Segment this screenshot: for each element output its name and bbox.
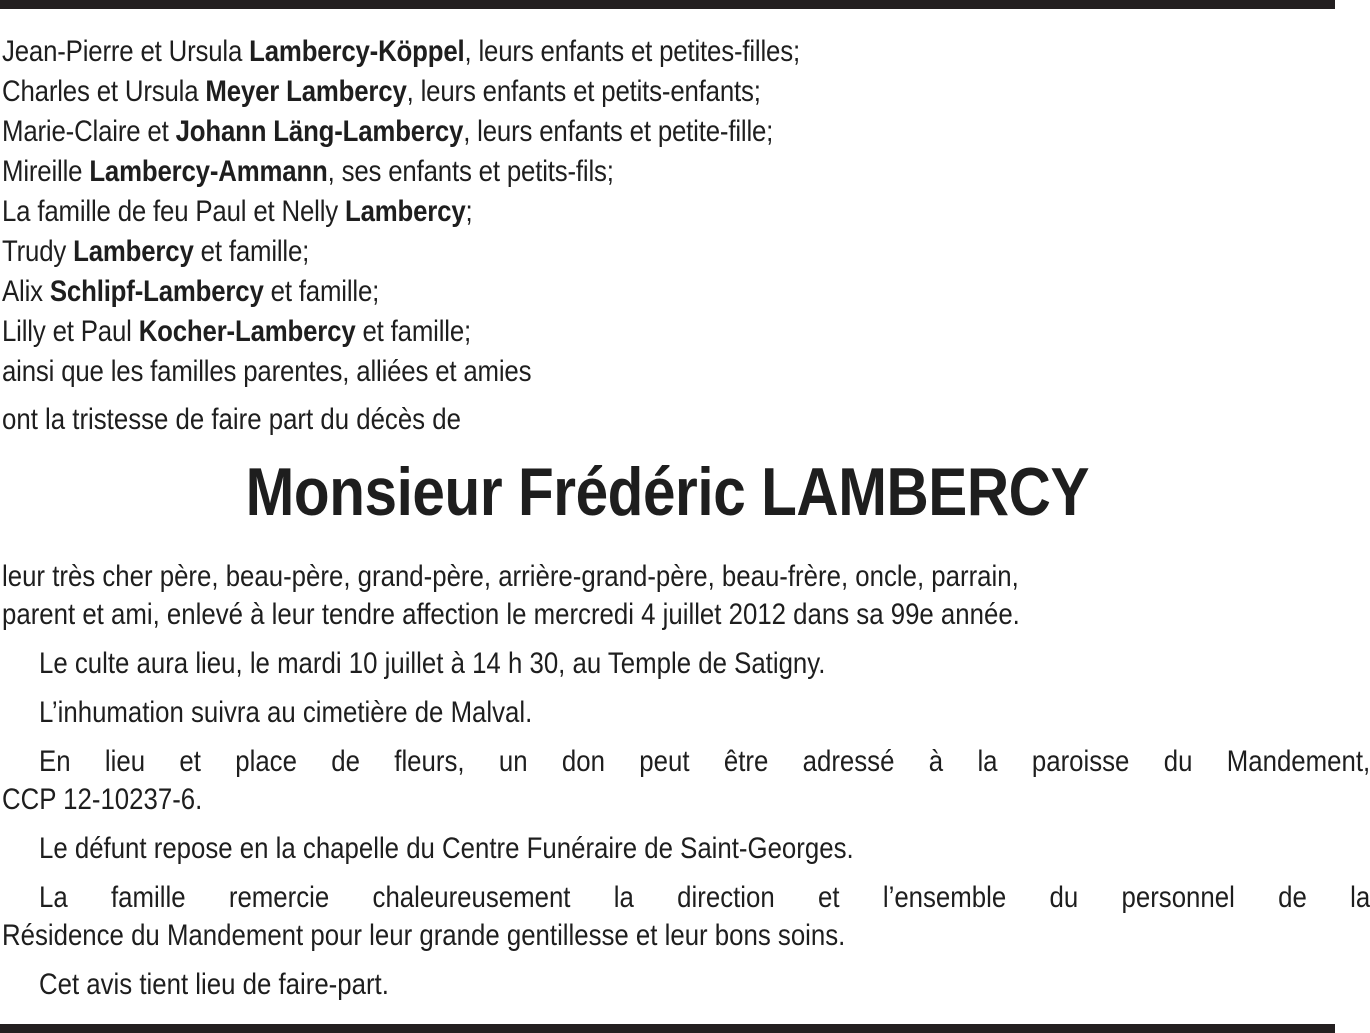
family-name: Lambercy	[344, 195, 466, 228]
family-name: Schlipf-Lambercy	[49, 275, 264, 308]
word: peut	[639, 745, 690, 778]
paragraph-thanks	[2, 879, 1370, 917]
word: fleurs,	[394, 745, 465, 778]
word: à	[928, 745, 944, 778]
family-line: Charles et Ursula Meyer Lambercy, leurs enfants et petits-enfants;	[2, 75, 761, 108]
word: Mandement,	[1226, 745, 1370, 778]
word: de	[1278, 881, 1307, 914]
word: En	[38, 745, 71, 778]
justified-line	[39, 879, 1370, 917]
paragraph-ceremony: Le culte aura lieu, le mardi 10 juillet à 14 h 30, au Temple de Satigny.	[38, 647, 826, 680]
deceased-name-heading: Monsieur Frédéric LAMBERCY	[245, 454, 1090, 530]
word: La	[38, 881, 68, 914]
family-line: Trudy Lambercy et famille;	[2, 235, 310, 268]
word: du	[1163, 745, 1193, 778]
family-name: Lambercy-Ammann	[89, 155, 328, 188]
obituary-body	[2, 558, 1370, 1004]
word: place	[235, 745, 297, 778]
paragraph-burial: L’inhumation suivra au cimetière de Malval.	[38, 696, 533, 729]
paragraph-rest: Le défunt repose en la chapelle du Centre Funéraire de Saint-Georges.	[38, 832, 854, 865]
paragraph-line: CCP 12-10237-6.	[2, 783, 203, 816]
word: être	[723, 745, 769, 778]
family-name: Johann Läng-Lambercy	[175, 115, 464, 148]
family-name: Kocher-Lambercy	[138, 315, 356, 348]
word: la	[977, 745, 998, 778]
family-line: Mireille Lambercy-Ammann, ses enfants et petits-fils;	[2, 155, 614, 188]
family-line: Jean-Pierre et Ursula Lambercy-Köppel, leurs enfants et petites-filles;	[2, 35, 800, 68]
word: direction	[677, 881, 775, 914]
word: et	[818, 881, 840, 914]
word: personnel	[1121, 881, 1235, 914]
word: de	[331, 745, 360, 778]
paragraph-donation	[2, 743, 1370, 781]
family-list	[2, 32, 1332, 392]
word: famille	[110, 881, 186, 914]
paragraph-line: parent et ami, enlevé à leur tendre affection le mercredi 4 juillet 2012 dans sa 99e année.	[2, 598, 1020, 631]
word: chaleureusement	[372, 881, 571, 914]
word: du	[1049, 881, 1079, 914]
justified-line	[39, 743, 1370, 781]
word: la	[1350, 881, 1370, 914]
announcement-intro: ont la tristesse de faire part du décès de	[2, 403, 461, 436]
word: et	[179, 745, 201, 778]
family-line: Alix Schlipf-Lambercy et famille;	[2, 275, 380, 308]
word: un	[498, 745, 528, 778]
top-border-rule	[0, 0, 1335, 9]
word: paroisse	[1031, 745, 1130, 778]
paragraph-line: leur très cher père, beau-père, grand-père, arrière-grand-père, beau-frère, oncle, parrain,	[2, 560, 1019, 593]
family-name: Lambercy-Köppel	[249, 35, 465, 68]
word: don	[561, 745, 605, 778]
word: adressé	[802, 745, 895, 778]
bottom-border-rule	[0, 1024, 1335, 1033]
word: l’ensemble	[882, 881, 1007, 914]
word: lieu	[104, 745, 146, 778]
family-line: La famille de feu Paul et Nelly Lambercy;	[2, 195, 473, 228]
family-name: Lambercy	[73, 235, 194, 268]
paragraph-line: Résidence du Mandement pour leur grande gentillesse et leur bons soins.	[2, 919, 846, 952]
word: la	[613, 881, 634, 914]
paragraph-notice: Cet avis tient lieu de faire-part.	[38, 968, 389, 1001]
family-name: Meyer Lambercy	[205, 75, 407, 108]
family-line: ainsi que les familles parentes, alliées et amies	[2, 355, 532, 388]
word: remercie	[228, 881, 330, 914]
family-line: Lilly et Paul Kocher-Lambercy et famille;	[2, 315, 472, 348]
family-line: Marie-Claire et Johann Läng-Lambercy, leurs enfants et petite-fille;	[2, 115, 774, 148]
